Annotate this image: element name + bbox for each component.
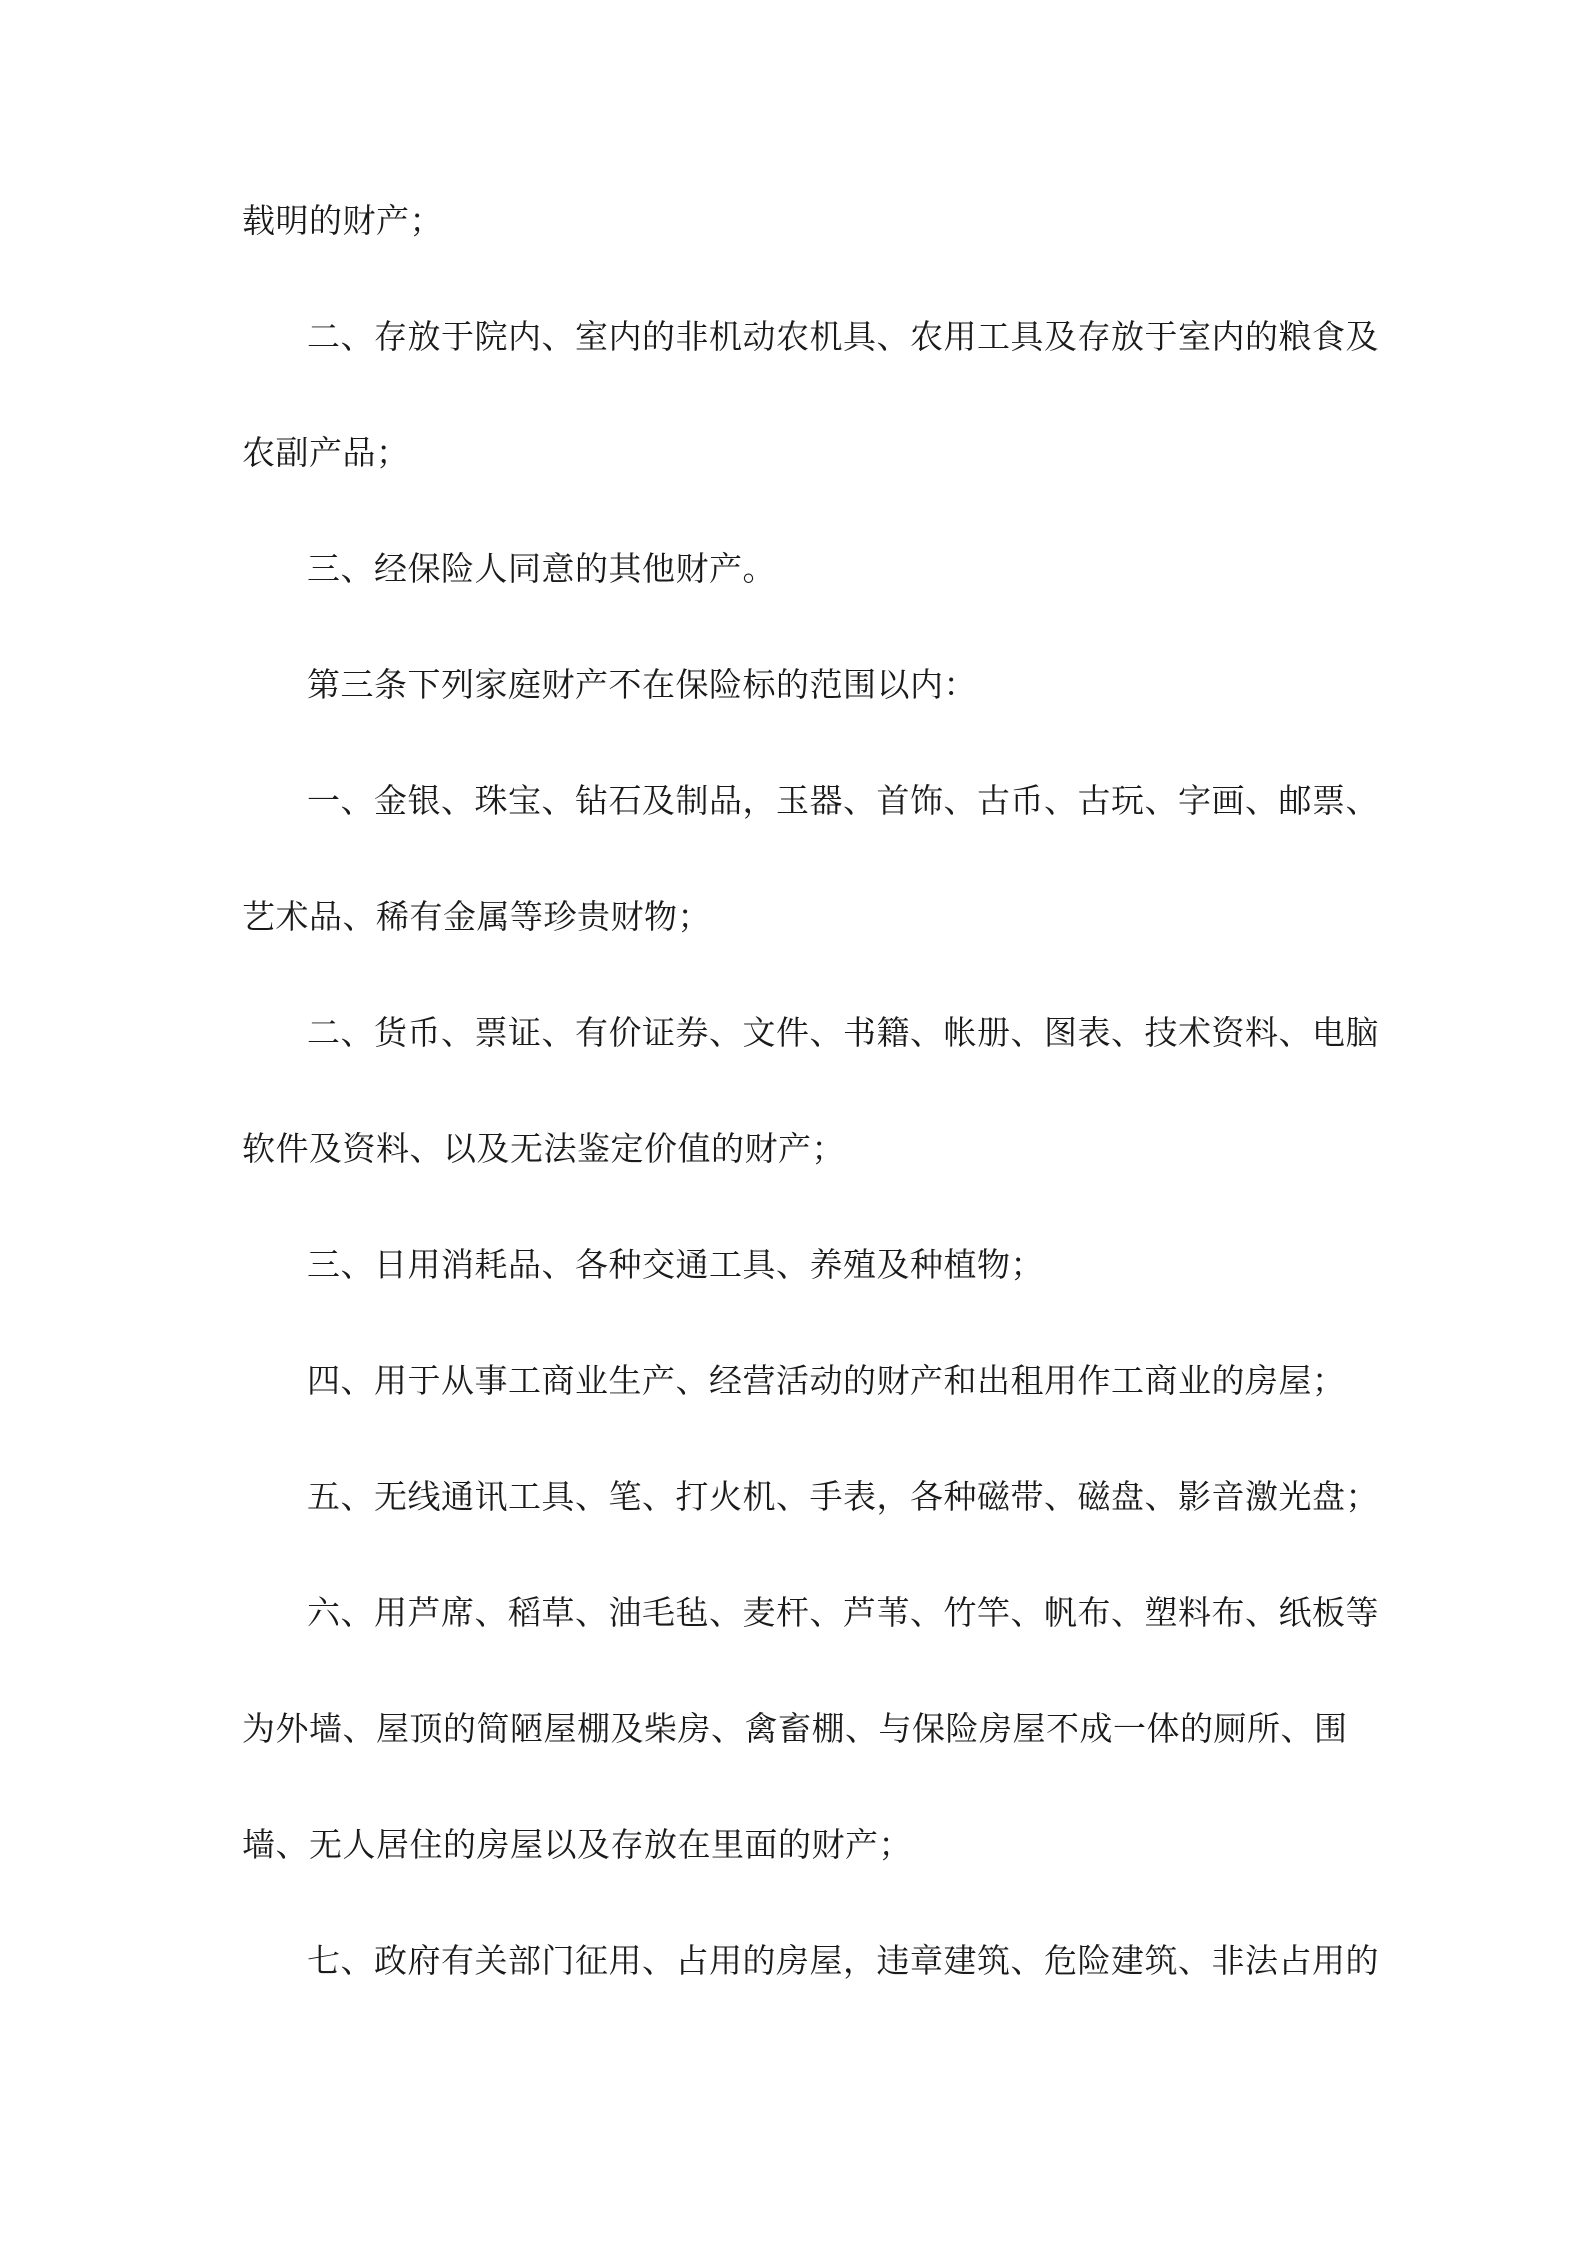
text-line: 三、日用消耗品、各种交通工具、养殖及种植物；: [307, 1245, 1044, 1284]
text-line: 为外墙、屋顶的简陋屋棚及柴房、禽畜棚、与保险房屋不成一体的厕所、围: [242, 1709, 1348, 1748]
article-heading: 第三条下列家庭财产不在保险标的范围以内：: [307, 665, 977, 704]
text-line: 二、存放于院内、室内的非机动农机具、农用工具及存放于室内的粮食及: [307, 317, 1379, 356]
text-line: 墙、无人居住的房屋以及存放在里面的财产；: [242, 1825, 912, 1864]
text-line: 软件及资料、以及无法鉴定价值的财产；: [242, 1129, 845, 1168]
text-line: 五、无线通讯工具、笔、打火机、手表，各种磁带、磁盘、影音激光盘；: [307, 1477, 1379, 1516]
text-line: 一、金银、珠宝、钻石及制品，玉器、首饰、古币、古玩、字画、邮票、: [307, 781, 1379, 820]
text-line: 二、货币、票证、有价证券、文件、书籍、帐册、图表、技术资料、电脑: [307, 1013, 1379, 1052]
text-line: 载明的财产；: [242, 201, 443, 240]
text-line: 四、用于从事工商业生产、经营活动的财产和出租用作工商业的房屋；: [307, 1361, 1346, 1400]
text-line: 七、政府有关部门征用、占用的房屋，违章建筑、危险建筑、非法占用的: [307, 1941, 1379, 1980]
text-line: 艺术品、稀有金属等珍贵财物；: [242, 897, 711, 936]
text-line: 三、经保险人同意的其他财产。: [307, 549, 776, 588]
text-line: 六、用芦席、稻草、油毛毡、麦杆、芦苇、竹竿、帆布、塑料布、纸板等: [307, 1593, 1379, 1632]
text-line: 农副产品；: [242, 433, 410, 472]
